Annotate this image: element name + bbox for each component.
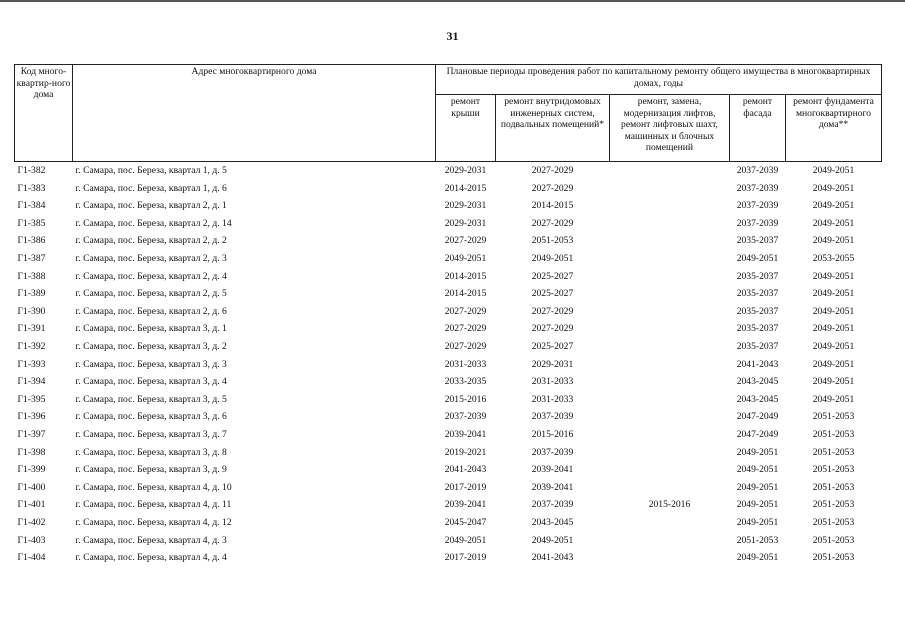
cell-address: г. Самара, пос. Береза, квартал 3, д. 8 [75,446,227,458]
cell-foundation: 2049-2051 [812,305,855,317]
table-row [15,180,882,198]
cell-code: Г1-399 [17,464,46,476]
cell-foundation: 2051-2053 [812,552,855,564]
cell-facade: 2049-2051 [736,499,779,511]
cell-engineering: 2039-2041 [531,464,574,476]
cell-roof: 2027-2029 [444,235,487,247]
cell-code: Г1-401 [17,499,46,511]
table-row [15,215,882,233]
top-border-line [0,0,905,2]
cell-engineering: 2049-2051 [531,253,574,265]
cell-address: г. Самара, пос. Береза, квартал 3, д. 1 [75,323,227,335]
table-row [15,461,882,479]
cell-lifts [610,444,730,462]
cell-engineering: 2031-2033 [531,393,574,405]
cell-facade: 2037-2039 [736,217,779,229]
cell-code: Г1-392 [17,340,46,352]
cell-roof: 2049-2051 [444,534,487,546]
header-foundation: ремонт фундамента многоквартирного дома** [786,95,882,162]
cell-address: г. Самара, пос. Береза, квартал 3, д. 7 [75,428,227,440]
cell-foundation: 2051-2053 [812,516,855,528]
table-row [15,479,882,497]
cell-facade: 2049-2051 [736,552,779,564]
cell-roof: 2031-2033 [444,358,487,370]
cell-lifts [610,531,730,549]
table-body [15,162,882,567]
cell-facade: 2035-2037 [736,235,779,247]
cell-address: г. Самара, пос. Береза, квартал 4, д. 12 [75,516,232,528]
cell-foundation: 2051-2053 [812,499,855,511]
cell-lifts [610,285,730,303]
table-row [15,285,882,303]
cell-lifts [610,426,730,444]
table-row [15,444,882,462]
cell-lifts [610,320,730,338]
cell-facade: 2035-2037 [736,288,779,300]
cell-roof: 2017-2019 [444,481,487,493]
cell-address: г. Самара, пос. Береза, квартал 2, д. 1 [75,200,227,212]
cell-engineering: 2027-2029 [531,217,574,229]
cell-roof: 2037-2039 [444,411,487,423]
header-code: Код много-квартир-ного дома [15,65,73,162]
cell-foundation: 2053-2055 [812,253,855,265]
cell-address: г. Самара, пос. Береза, квартал 4, д. 11 [75,499,232,511]
cell-address: г. Самара, пос. Береза, квартал 3, д. 4 [75,376,227,388]
cell-address: г. Самара, пос. Береза, квартал 3, д. 2 [75,340,227,352]
cell-facade: 2043-2045 [736,376,779,388]
cell-facade: 2035-2037 [736,323,779,335]
cell-engineering: 2037-2039 [531,446,574,458]
cell-roof: 2014-2015 [444,288,487,300]
table-row [15,531,882,549]
cell-address: г. Самара, пос. Береза, квартал 3, д. 9 [75,464,227,476]
cell-engineering: 2029-2031 [531,358,574,370]
cell-facade: 2047-2049 [736,428,779,440]
cell-code: Г1-389 [17,288,46,300]
cell-lifts [610,479,730,497]
cell-foundation: 2049-2051 [812,200,855,212]
cell-facade: 2047-2049 [736,411,779,423]
header-engineering: ремонт внутридомовых инженерных систем, подвальных помещений* [496,95,610,162]
table-row [15,514,882,532]
cell-address: г. Самара, пос. Береза, квартал 2, д. 4 [75,270,227,282]
cell-foundation: 2049-2051 [812,288,855,300]
cell-foundation: 2049-2051 [812,393,855,405]
cell-facade: 2049-2051 [736,464,779,476]
cell-engineering: 2015-2016 [531,428,574,440]
cell-foundation: 2049-2051 [812,217,855,229]
cell-engineering: 2014-2015 [531,200,574,212]
header-address: Адрес многоквартирного дома [73,65,436,162]
cell-facade: 2049-2051 [736,446,779,458]
cell-code: Г1-384 [17,200,46,212]
cell-engineering: 2027-2029 [531,305,574,317]
cell-engineering: 2025-2027 [531,340,574,352]
table-row [15,426,882,444]
cell-engineering: 2025-2027 [531,270,574,282]
cell-address: г. Самара, пос. Береза, квартал 1, д. 5 [75,165,227,177]
cell-facade: 2035-2037 [736,340,779,352]
cell-code: Г1-403 [17,534,46,546]
cell-engineering: 2027-2029 [531,182,574,194]
cell-foundation: 2051-2053 [812,428,855,440]
table-row [15,391,882,409]
cell-roof: 2029-2031 [444,217,487,229]
cell-foundation: 2051-2053 [812,481,855,493]
cell-facade: 2049-2051 [736,253,779,265]
table-row [15,408,882,426]
cell-foundation: 2049-2051 [812,235,855,247]
cell-code: Г1-395 [17,393,46,405]
table-row [15,320,882,338]
cell-roof: 2014-2015 [444,270,487,282]
table-row [15,549,882,567]
table-row [15,250,882,268]
cell-engineering: 2037-2039 [531,499,574,511]
page-number: 31 [446,29,459,43]
cell-code: Г1-393 [17,358,46,370]
cell-lifts: 2015-2016 [648,499,691,511]
cell-code: Г1-400 [17,481,46,493]
header-periods-group: Плановые периоды проведения работ по капитальному ремонту общего имущества в многоквартирных домах, годы [436,65,882,95]
cell-lifts [610,338,730,356]
table-row [15,197,882,215]
cell-foundation: 2051-2053 [812,411,855,423]
cell-roof: 2029-2031 [444,165,487,177]
cell-foundation: 2049-2051 [812,358,855,370]
cell-address: г. Самара, пос. Береза, квартал 2, д. 6 [75,305,227,317]
table-row [15,496,882,514]
cell-engineering: 2039-2041 [531,481,574,493]
cell-lifts [610,232,730,250]
cell-address: г. Самара, пос. Береза, квартал 4, д. 10 [75,481,232,493]
cell-roof: 2039-2041 [444,499,487,511]
cell-lifts [610,250,730,268]
header-lifts: ремонт, замена, модернизация лифтов, ремонт лифтовых шахт, машинных и блочных помещений [610,95,730,162]
cell-roof: 2027-2029 [444,305,487,317]
cell-foundation: 2051-2053 [812,446,855,458]
cell-code: Г1-402 [17,516,46,528]
cell-code: Г1-386 [17,235,46,247]
cell-facade: 2037-2039 [736,182,779,194]
table-row [15,303,882,321]
cell-engineering: 2049-2051 [531,534,574,546]
cell-code: Г1-385 [17,217,46,229]
cell-lifts [610,408,730,426]
header-roof: ремонт крыши [436,95,496,162]
cell-lifts [610,373,730,391]
cell-facade: 2041-2043 [736,358,779,370]
cell-roof: 2041-2043 [444,464,487,476]
cell-facade: 2037-2039 [736,165,779,177]
cell-foundation: 2049-2051 [812,376,855,388]
cell-foundation: 2049-2051 [812,323,855,335]
table-row [15,162,882,180]
cell-address: г. Самара, пос. Береза, квартал 2, д. 3 [75,253,227,265]
cell-roof: 2027-2029 [444,340,487,352]
cell-address: г. Самара, пос. Береза, квартал 4, д. 3 [75,534,227,546]
cell-roof: 2029-2031 [444,200,487,212]
repair-schedule-table [14,64,882,567]
cell-lifts [610,268,730,286]
cell-foundation: 2051-2053 [812,464,855,476]
cell-roof: 2027-2029 [444,323,487,335]
cell-engineering: 2041-2043 [531,552,574,564]
cell-roof: 2033-2035 [444,376,487,388]
cell-roof: 2014-2015 [444,182,487,194]
cell-code: Г1-390 [17,305,46,317]
table-row [15,338,882,356]
cell-address: г. Самара, пос. Береза, квартал 4, д. 4 [75,552,227,564]
cell-lifts [610,180,730,198]
cell-lifts [610,461,730,479]
cell-code: Г1-383 [17,182,46,194]
cell-facade: 2049-2051 [736,516,779,528]
cell-facade: 2035-2037 [736,270,779,282]
cell-engineering: 2037-2039 [531,411,574,423]
cell-roof: 2039-2041 [444,428,487,440]
cell-code: Г1-404 [17,552,46,564]
header-facade: ремонт фасада [730,95,786,162]
cell-address: г. Самара, пос. Береза, квартал 2, д. 2 [75,235,227,247]
cell-code: Г1-396 [17,411,46,423]
cell-engineering: 2025-2027 [531,288,574,300]
cell-code: Г1-397 [17,428,46,440]
table-row [15,268,882,286]
cell-address: г. Самара, пос. Береза, квартал 3, д. 3 [75,358,227,370]
cell-code: Г1-398 [17,446,46,458]
cell-code: Г1-394 [17,376,46,388]
cell-foundation: 2049-2051 [812,270,855,282]
table-row [15,356,882,374]
cell-code: Г1-391 [17,323,46,335]
cell-lifts [610,303,730,321]
cell-address: г. Самара, пос. Береза, квартал 2, д. 5 [75,288,227,300]
cell-lifts [610,549,730,567]
cell-foundation: 2049-2051 [812,182,855,194]
cell-address: г. Самара, пос. Береза, квартал 3, д. 5 [75,393,227,405]
cell-facade: 2043-2045 [736,393,779,405]
cell-roof: 2017-2019 [444,552,487,564]
table-row [15,373,882,391]
cell-engineering: 2043-2045 [531,516,574,528]
cell-code: Г1-388 [17,270,46,282]
cell-engineering: 2027-2029 [531,165,574,177]
cell-lifts [610,215,730,233]
cell-facade: 2035-2037 [736,305,779,317]
cell-address: г. Самара, пос. Береза, квартал 3, д. 6 [75,411,227,423]
cell-foundation: 2049-2051 [812,340,855,352]
cell-address: г. Самара, пос. Береза, квартал 1, д. 6 [75,182,227,194]
cell-engineering: 2031-2033 [531,376,574,388]
cell-lifts [610,391,730,409]
cell-facade: 2037-2039 [736,200,779,212]
cell-code: Г1-382 [17,165,46,177]
cell-roof: 2015-2016 [444,393,487,405]
cell-address: г. Самара, пос. Береза, квартал 2, д. 14 [75,217,232,229]
cell-engineering: 2051-2053 [531,235,574,247]
cell-foundation: 2051-2053 [812,534,855,546]
cell-facade: 2051-2053 [736,534,779,546]
cell-code: Г1-387 [17,253,46,265]
cell-engineering: 2027-2029 [531,323,574,335]
cell-lifts [610,356,730,374]
cell-lifts [610,514,730,532]
cell-lifts [610,162,730,180]
cell-facade: 2049-2051 [736,481,779,493]
cell-foundation: 2049-2051 [812,165,855,177]
cell-roof: 2049-2051 [444,253,487,265]
cell-roof: 2045-2047 [444,516,487,528]
table-row [15,232,882,250]
cell-lifts [610,197,730,215]
cell-roof: 2019-2021 [444,446,487,458]
